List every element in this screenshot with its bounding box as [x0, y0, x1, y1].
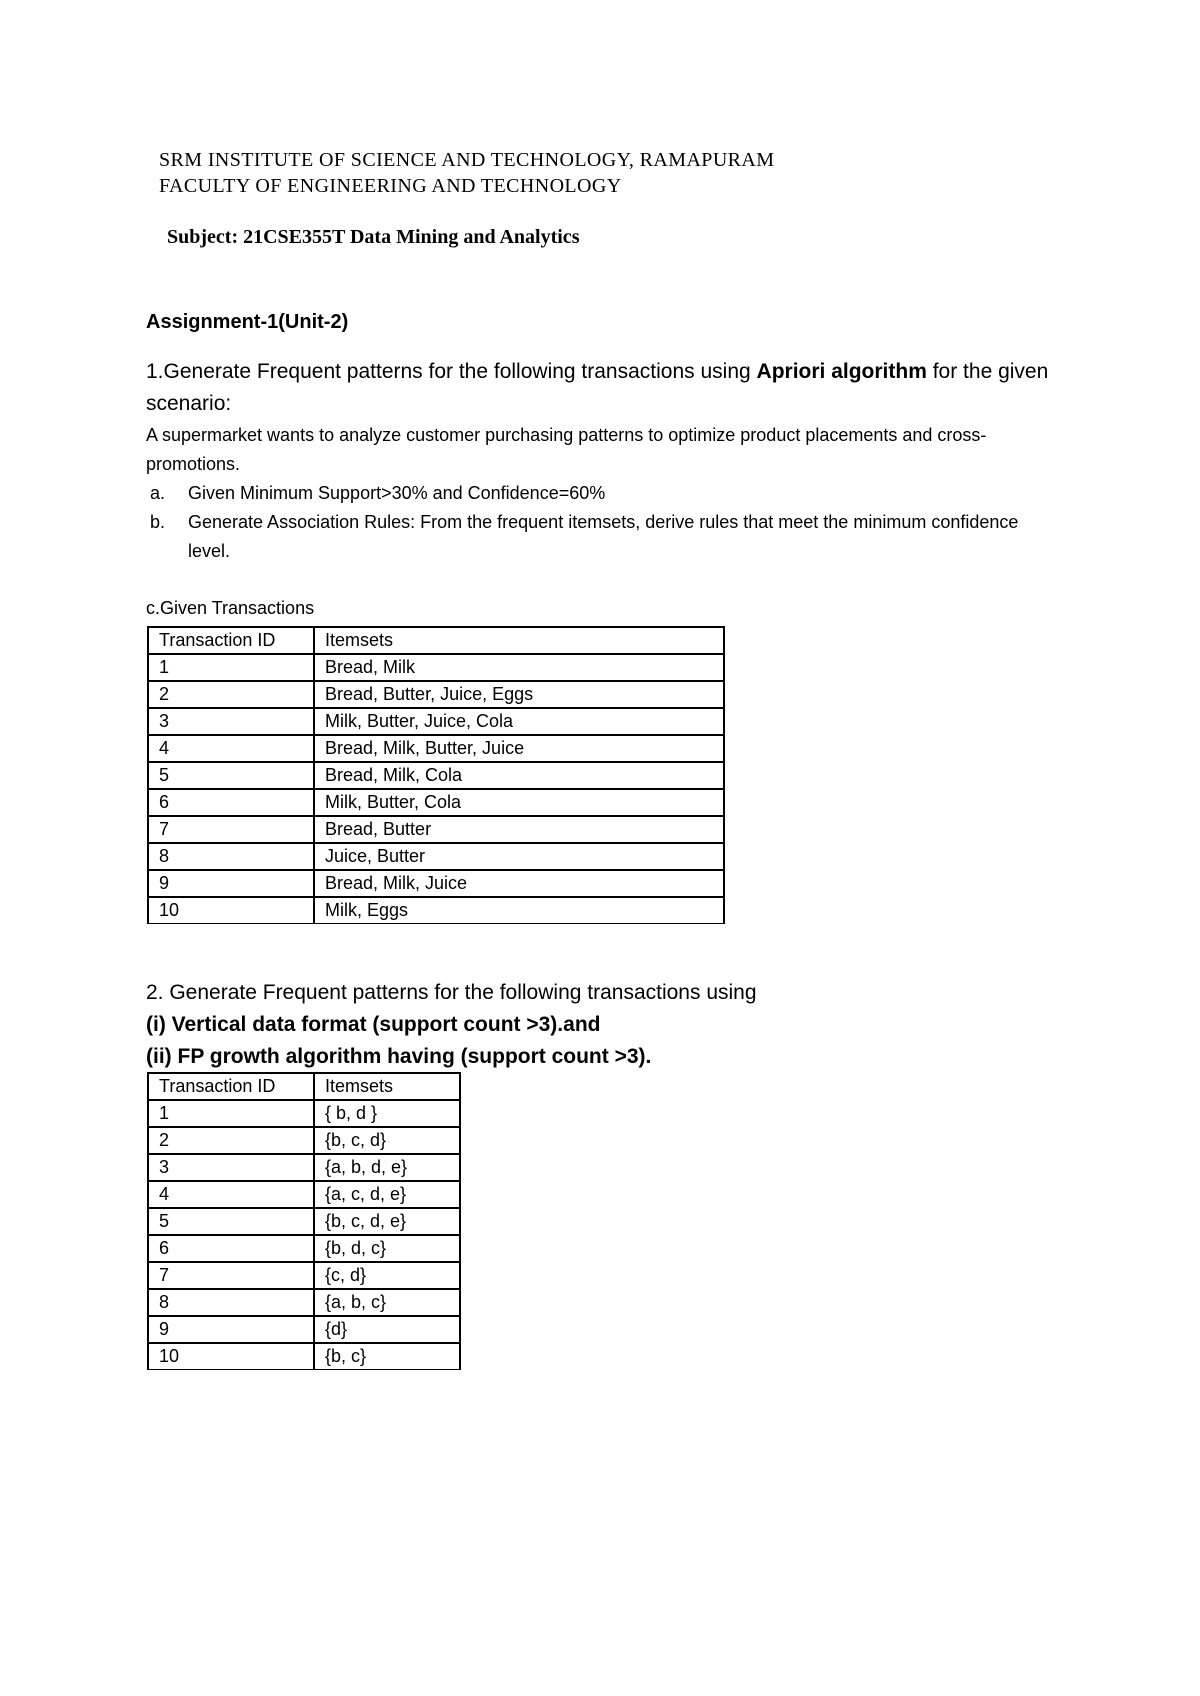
table-cell: Milk, Eggs [314, 897, 724, 924]
table-cell: {a, b, c} [314, 1289, 460, 1316]
table-row [148, 870, 724, 897]
itemsets-table [147, 1072, 461, 1370]
table-cell: Milk, Butter, Cola [314, 789, 724, 816]
transactions-table [147, 626, 725, 924]
assignment-title: Assignment-1(Unit-2) [146, 311, 349, 333]
table-row [148, 1316, 460, 1343]
table-row [148, 1235, 460, 1262]
table-cell: 9 [148, 870, 314, 897]
table-cell: Milk, Butter, Juice, Cola [314, 708, 724, 735]
table-cell: 7 [148, 816, 314, 843]
header-cell: Transaction ID [148, 1073, 314, 1100]
table-cell: {b, c, d, e} [314, 1208, 460, 1235]
table-cell: Bread, Butter, Juice, Eggs [314, 681, 724, 708]
table-cell: 9 [148, 1316, 314, 1343]
table-cell: 8 [148, 1289, 314, 1316]
table-cell: Juice, Butter [314, 843, 724, 870]
header-cell: Transaction ID [148, 627, 314, 654]
question-1-heading [146, 356, 1066, 420]
institute-name: SRM INSTITUTE OF SCIENCE AND TECHNOLOGY, RAMAPURAM [159, 149, 775, 171]
table-cell: {a, b, d, e} [314, 1154, 460, 1181]
header-cell: Itemsets [314, 627, 724, 654]
table-cell: {c, d} [314, 1262, 460, 1289]
table-cell: Bread, Milk, Cola [314, 762, 724, 789]
question-1-suffix: for the given scenario: [146, 360, 1049, 415]
table-cell: 8 [148, 843, 314, 870]
table-row [148, 1154, 460, 1181]
table-cell: 7 [148, 1262, 314, 1289]
table-cell: 6 [148, 1235, 314, 1262]
table-cell: 1 [148, 654, 314, 681]
faculty-name: FACULTY OF ENGINEERING AND TECHNOLOGY [159, 175, 622, 197]
question-2-part-i: (i) Vertical data format (support count >3).and [146, 1013, 601, 1036]
table-cell: 3 [148, 1154, 314, 1181]
list-text: Generate Association Rules: From the frequent itemsets, derive rules that meet the minimum confidence level. [188, 512, 1019, 561]
table-cell: 2 [148, 1127, 314, 1154]
table-row [148, 1208, 460, 1235]
header-cell: Itemsets [314, 1073, 460, 1100]
table-cell: {b, c, d} [314, 1127, 460, 1154]
table-cell: 1 [148, 1100, 314, 1127]
table-cell: 5 [148, 762, 314, 789]
table-cell: Bread, Milk, Butter, Juice [314, 735, 724, 762]
table-row [148, 1262, 460, 1289]
subject-line: Subject: 21CSE355T Data Mining and Analytics [167, 226, 580, 248]
table-row [148, 708, 724, 735]
table-row [148, 789, 724, 816]
table-header-row [148, 627, 724, 654]
table-cell: {b, d, c} [314, 1235, 460, 1262]
list-text: Given Minimum Support>30% and Confidence=60% [188, 483, 606, 503]
question-1-prefix: 1.Generate Frequent patterns for the following transactions using [146, 360, 757, 383]
list-item [150, 508, 1050, 566]
list-marker: a. [150, 483, 166, 503]
table-cell: Bread, Milk [314, 654, 724, 681]
question-2-heading [146, 977, 1046, 1073]
table-row [148, 816, 724, 843]
table-cell: 5 [148, 1208, 314, 1235]
table-caption: c.Given Transactions [146, 598, 315, 618]
scenario-text: A supermarket wants to analyze customer purchasing patterns to optimize product placements and cross-promotions. [146, 425, 987, 474]
table-cell: 6 [148, 789, 314, 816]
table-cell: 3 [148, 708, 314, 735]
table-cell: 2 [148, 681, 314, 708]
table-cell: { b, d } [314, 1100, 460, 1127]
question-2-part-ii: (ii) FP growth algorithm having (support count >3). [146, 1045, 652, 1068]
question-2-intro: 2. Generate Frequent patterns for the following transactions using [146, 981, 757, 1004]
table-row [148, 735, 724, 762]
table-cell: {d} [314, 1316, 460, 1343]
table-row [148, 681, 724, 708]
table-cell: {b, c} [314, 1343, 460, 1370]
table-row [148, 897, 724, 924]
table-row [148, 1181, 460, 1208]
table-cell: Bread, Butter [314, 816, 724, 843]
table-cell: 10 [148, 1343, 314, 1370]
table-row [148, 762, 724, 789]
list-item [150, 479, 1050, 508]
table-row [148, 654, 724, 681]
table-cell: 10 [148, 897, 314, 924]
table-header-row [148, 1073, 460, 1100]
table-cell: 4 [148, 735, 314, 762]
table-cell: Bread, Milk, Juice [314, 870, 724, 897]
list-marker: b. [150, 512, 166, 532]
table-row [148, 1127, 460, 1154]
table-row [148, 1289, 460, 1316]
table-row [148, 1100, 460, 1127]
table-cell: {a, c, d, e} [314, 1181, 460, 1208]
table-row [148, 1343, 460, 1370]
table-row [148, 843, 724, 870]
table-cell: 4 [148, 1181, 314, 1208]
question-1-emphasis: Apriori algorithm [756, 360, 927, 383]
